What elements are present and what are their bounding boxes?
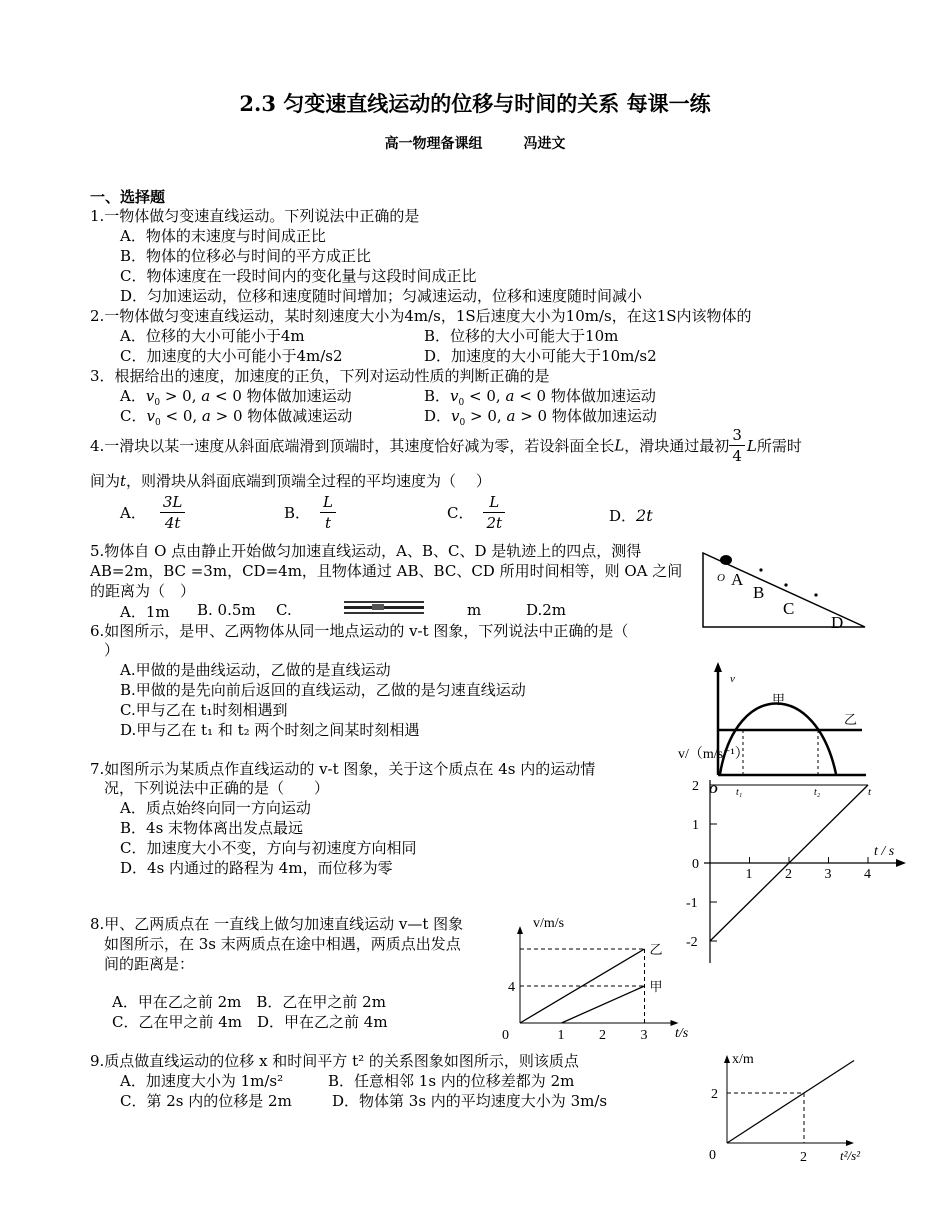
y-tick-label: 1 xyxy=(692,818,699,833)
q8-line2: 如图所示，在 3s 末两质点在途中相遇，两质点出发点 xyxy=(104,935,461,953)
x-tick-label: 2 xyxy=(785,867,792,882)
q4-fraction: $\frac{3}{4}$ xyxy=(729,425,745,466)
svg-text:t: t xyxy=(868,786,872,798)
x-tick-label: 2 xyxy=(599,1028,606,1043)
q8-line3: 间的距离是： xyxy=(104,955,195,973)
q4-option-a: A． $\frac{3L}{4t}$ xyxy=(120,492,185,533)
svg-text:t₁: t₁ xyxy=(736,787,743,798)
q7-line1: 7.如图所示为某质点作直线运动的 v-t 图象，关于这个质点在 4s 内的运动情 xyxy=(90,760,596,778)
x-tick-label: 1 xyxy=(745,867,753,882)
q8-xlabel: t/s xyxy=(675,1026,689,1041)
q4-option-b: B． $\frac{L}{t}$ xyxy=(284,492,336,533)
q7-vt-chart xyxy=(676,740,916,975)
q7-line2: 况，下列说法中正确的是（ ） xyxy=(104,779,330,797)
point-marker xyxy=(814,593,817,596)
q2-stem: 2.一物体做匀变速直线运动，某时刻速度大小为4m/s，1S后速度大小为10m/s，在这1S内该物体的 xyxy=(90,307,752,325)
y-tick-label: 2 xyxy=(711,1087,718,1102)
q8-ylabel: v/m/s xyxy=(533,916,565,931)
q9-option-c: C．第 2s 内的位移是 2m xyxy=(120,1092,292,1110)
q1-option-b: B．物体的位移必与时间的平方成正比 xyxy=(120,247,372,265)
q8-vt-chart xyxy=(500,910,700,1045)
q9-xlabel: t²/s² xyxy=(840,1148,861,1163)
point-marker xyxy=(784,583,787,586)
q7-ylabel: v/（m/s⁻¹） xyxy=(678,747,749,762)
data-line xyxy=(727,1061,854,1144)
q6-line2: ） xyxy=(104,641,120,659)
q9-option-d: D．物体第 3s 内的平均速度大小为 3m/s xyxy=(332,1092,608,1110)
q3-option-a: A．$v_0 > 0$, a < 0 物体做加速运动 xyxy=(120,387,352,408)
y-tick-label: -2 xyxy=(686,935,698,950)
svg-text:t₂: t₂ xyxy=(814,787,821,798)
y-tick-label: 4 xyxy=(508,980,515,995)
y-axis-arrow xyxy=(724,1055,730,1063)
q2-option-a: A．位移的大小可能小于4m xyxy=(120,327,305,345)
x-tick-label: 4 xyxy=(864,867,871,882)
q1-option-c: C．物体速度在一段时间内的变化量与这段时间成正比 xyxy=(120,267,477,285)
x-tick-label: 3 xyxy=(640,1028,648,1043)
q3-stem: 3．根据给出的速度，加速度的正负，下列对运动性质的判断正确的是 xyxy=(90,367,550,385)
q1-option-d: D．匀加速运动，位移和速度随时间增加；匀减速运动，位移和速度随时间减小 xyxy=(120,287,643,305)
y-tick-label: 2 xyxy=(692,779,699,794)
q4-stem: 4.一滑块以某一速度从斜面底端滑到顶端时，其速度恰好减为零，若设斜面全长L，滑块通过最初 $\frac{3}{4}$ L所需时 xyxy=(90,426,802,465)
q4-option-d: D．2t xyxy=(609,506,653,525)
q5-line2: AB=2m，BC =3m，CD=4m，且物体通过 AB、BC、CD 所用时间相等，则 OA 之间 xyxy=(90,562,683,580)
q5-line3: 的距离为（ ） xyxy=(90,582,196,600)
q3-option-d: D．$v_0 > 0$, a > 0 物体做加速运动 xyxy=(424,407,657,428)
svg-text:v: v xyxy=(730,673,735,685)
q5-option-a: A．1m xyxy=(120,603,170,621)
q1-option-a: A．物体的末速度与时间成正比 xyxy=(120,227,326,245)
x-axis-arrow xyxy=(846,1140,854,1146)
q9-xt-chart xyxy=(700,1045,880,1175)
x-tick-label: 3 xyxy=(824,867,832,882)
page-title: 2.3 匀变速直线运动的位移与时间的关系 每课一练 xyxy=(239,91,711,116)
q9-stem: 9.质点做直线运动的位移 x 和时间平方 t² 的关系图象如图所示，则该质点 xyxy=(90,1052,579,1070)
svg-text:乙: 乙 xyxy=(844,712,858,727)
q8-options-cd: C．乙在甲之前 4m D．甲在乙之前 4m xyxy=(112,1013,388,1031)
q3-option-b: B．$v_0 < 0$, a < 0 物体做加速运动 xyxy=(424,387,656,408)
svg-text:O: O xyxy=(709,782,718,796)
q5-option-c-unit: m xyxy=(467,601,482,619)
q5-option-c-fraction-image xyxy=(342,598,426,618)
q3-option-c: C．$v_0 < 0$, a > 0 物体做减速运动 xyxy=(120,407,353,428)
q7-option-a: A．质点始终向同一方向运动 xyxy=(120,799,311,817)
q8-options-ab: A．甲在乙之前 2m B．乙在甲之前 2m xyxy=(112,993,386,1011)
q2-option-b: B．位移的大小可能大于10m xyxy=(424,327,619,345)
author-line xyxy=(0,133,950,153)
label-c: C xyxy=(783,599,795,618)
y-tick-label: -1 xyxy=(686,896,698,911)
origin-label: 0 xyxy=(709,1148,716,1163)
q5-option-c: C. xyxy=(276,601,292,619)
author-name: 冯进文 xyxy=(523,136,566,152)
author-group: 高一物理备课组 xyxy=(384,136,483,152)
q9-ylabel: x/m xyxy=(732,1052,754,1067)
q5-line1: 5.物体自 O 点由静止开始做匀加速直线运动，A、B、C、D 是轨迹上的四点，测得 xyxy=(90,542,642,560)
q6-option-b: B.甲做的是先向前后返回的直线运动，乙做的是匀速直线运动 xyxy=(120,681,526,699)
series-label: 乙 xyxy=(649,942,663,957)
q2-option-c: C．加速度的大小可能小于4m/s2 xyxy=(120,347,343,365)
series-label: 甲 xyxy=(649,979,663,994)
label-o: O xyxy=(717,572,725,584)
label-b: B xyxy=(753,583,765,602)
x-tick-label: 1 xyxy=(557,1028,565,1043)
q2-option-d: D．加速度的大小可能大于10m/s2 xyxy=(424,347,657,365)
y-axis-arrow xyxy=(517,926,523,934)
q7-xlabel: t / s xyxy=(874,844,895,859)
q4-stem-line2: 间为t，则滑块从斜面底端到顶端全过程的平均速度为（ ） xyxy=(90,472,491,490)
point-marker xyxy=(759,568,762,571)
x-tick-label: 0 xyxy=(502,1028,509,1043)
q6-option-a: A.甲做的是曲线运动，乙做的是直线运动 xyxy=(120,661,391,679)
y-tick-label: 0 xyxy=(692,857,699,872)
q5-option-b: B. 0.5m xyxy=(197,601,256,619)
label-d: D xyxy=(831,613,844,630)
q1-stem: 1.一物体做匀变速直线运动。下列说法中正确的是 xyxy=(90,207,420,225)
x-tick-label: 2 xyxy=(800,1150,807,1165)
q9-option-b: B．任意相邻 1s 内的位移差都为 2m xyxy=(328,1072,575,1090)
label-a: A xyxy=(731,570,744,589)
q8-line1: 8.甲、乙两质点在 一直线上做匀加速直线运动 v—t 图象 xyxy=(90,915,464,933)
q5-option-d: D.2m xyxy=(526,601,567,619)
q5-incline-figure xyxy=(700,550,870,630)
q4-option-c: C． $\frac{L}{2t}$ xyxy=(447,492,505,533)
q7-option-c: C．加速度大小不变，方向与初速度方向相同 xyxy=(120,839,417,857)
q9-option-a: A．加速度大小为 1m/s² xyxy=(120,1072,284,1090)
section-heading: 一、选择题 xyxy=(90,188,166,206)
q7-option-d: D．4s 内通过的路程为 4m，而位移为零 xyxy=(120,859,393,877)
svg-text:甲: 甲 xyxy=(772,692,786,707)
q7-option-b: B．4s 末物体离出发点最远 xyxy=(120,819,304,837)
x-axis-arrow xyxy=(896,859,906,867)
q6-line1: 6.如图所示，是甲、乙两物体从同一地点运动的 v-t 图象，下列说法中正确的是（ xyxy=(90,622,629,640)
q6-option-c: C.甲与乙在 t₁时刻相遇到 xyxy=(120,701,288,719)
q6-option-d: D.甲与乙在 t₁ 和 t₂ 两个时刻之间某时刻相遇 xyxy=(120,721,420,739)
slider-ball xyxy=(720,555,732,565)
